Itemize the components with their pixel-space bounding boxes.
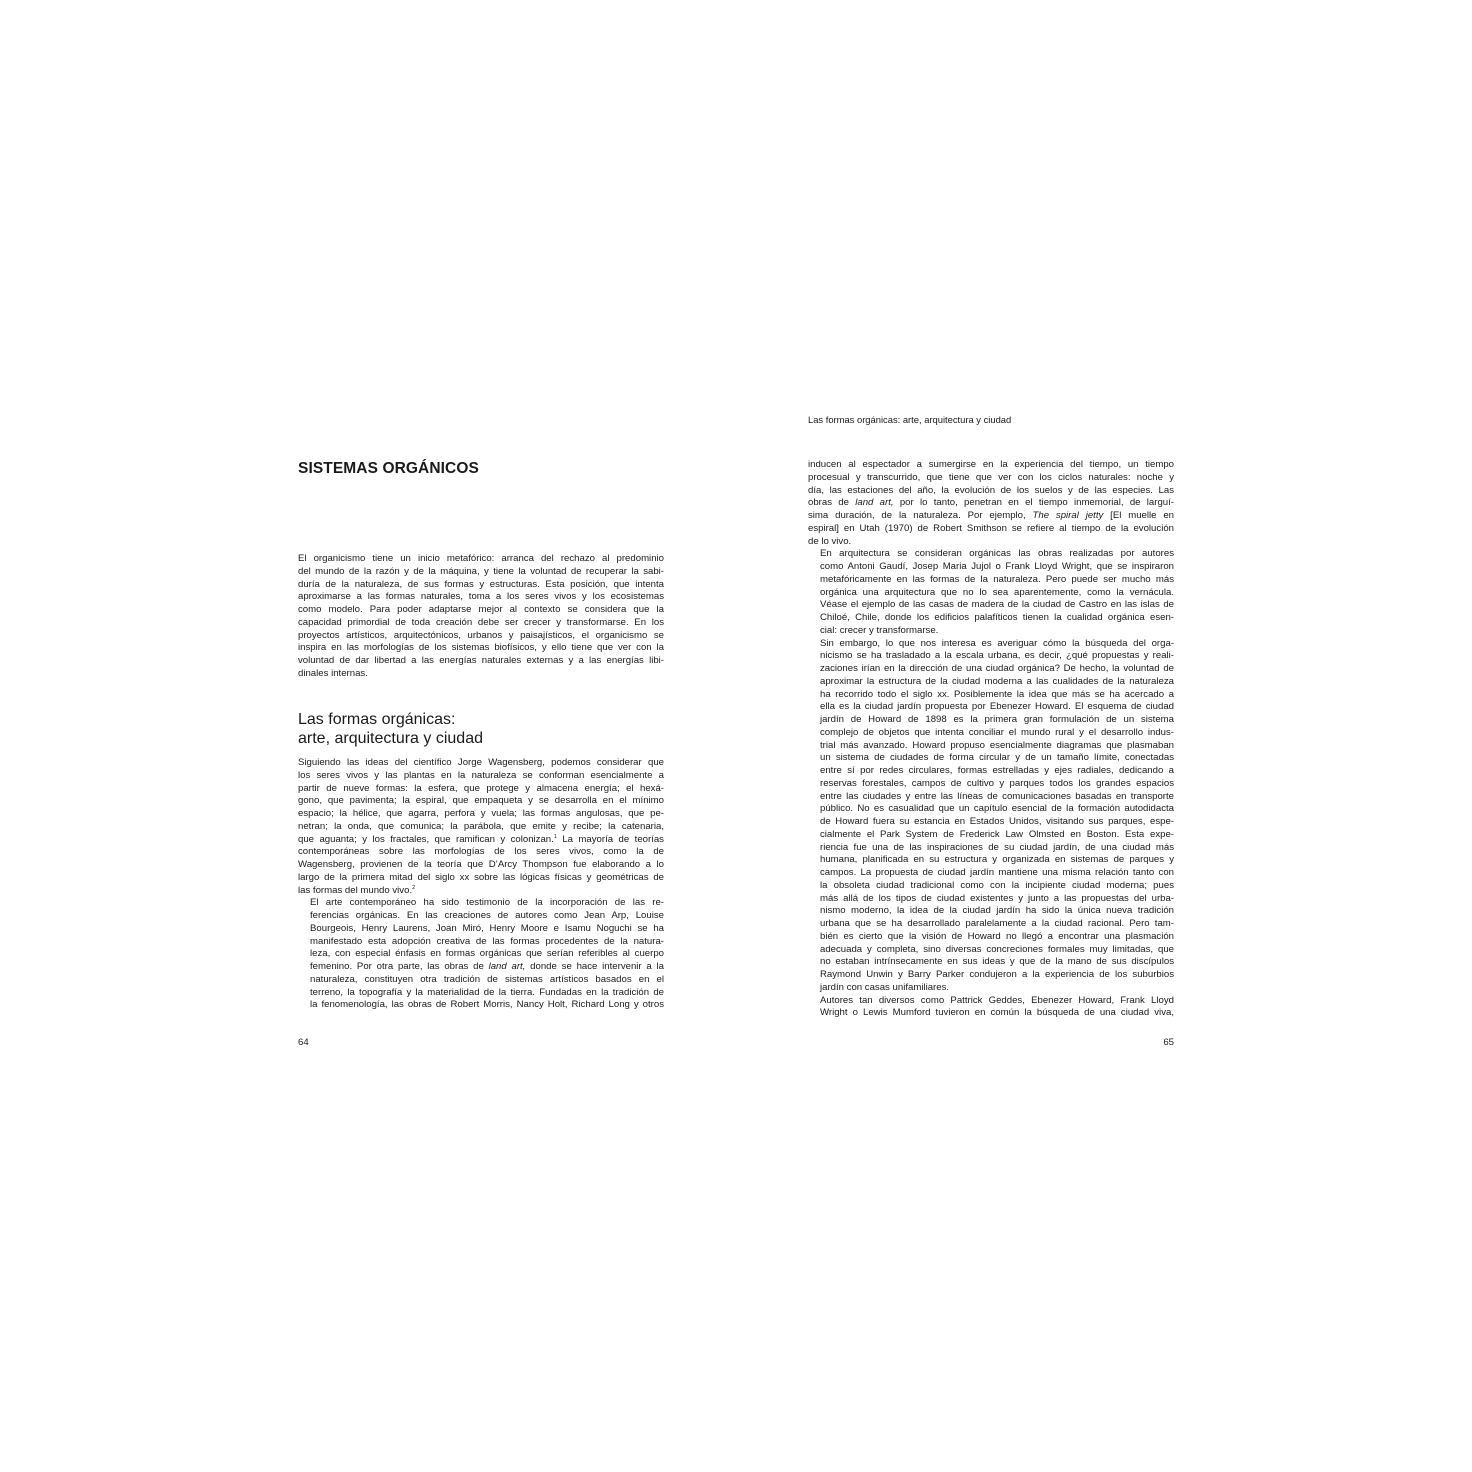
text-line: leza, con especial énfasis en formas orgánicas que serían referibles al cuerpo bbox=[310, 948, 664, 960]
page-number-left: 64 bbox=[298, 1037, 309, 1048]
paragraph bbox=[298, 757, 664, 897]
text-line: manifestado esta adopción creativa de las formas procedentes de la natura- bbox=[310, 935, 664, 947]
subsection-title bbox=[298, 711, 483, 748]
text-line: naturaleza, constituyen otra tradición de sistemas artísticos basados en el bbox=[310, 973, 664, 985]
text-line: duría de la naturaleza, de sus formas y estructuras. Esta posición, que intenta bbox=[298, 578, 664, 590]
text-line bbox=[298, 885, 664, 898]
text-line: Bourgeois, Henry Laurens, Joan Miró, Henry Moore e Isamu Noguchi se ha bbox=[310, 922, 664, 934]
text-line: inducen al espectador a sumergirse en la experiencia del tiempo, un tiempo bbox=[808, 459, 1174, 470]
text-line bbox=[298, 961, 664, 974]
text-line bbox=[808, 510, 1174, 523]
section-title: SISTEMAS ORGÁNICOS bbox=[298, 460, 479, 477]
italic-title: The spiral jetty bbox=[1032, 510, 1104, 521]
text-line: del mundo de la razón y de la máquina, y tiene la voluntad de recuperar la sabi- bbox=[298, 565, 664, 577]
text-line: ella es la ciudad jardín propuesta por Ebenezer Howard. El esquema de ciudad bbox=[820, 701, 1174, 713]
text-line: los seres vivos y las plantas en la naturaleza se conforman esencialmente a bbox=[298, 769, 664, 781]
text-line: aproximarse a las formas naturales, toma a los seres vivos y los ecosistemas bbox=[298, 591, 664, 603]
text-fragment: [El muelle en bbox=[1103, 510, 1174, 521]
text-line: de lo vivo. bbox=[808, 535, 852, 547]
text-line: partir de nueve formas: la esfera, que protege y almacena energía; el hexá- bbox=[298, 782, 664, 794]
text-line: capacidad primordial de toda creación debe ser crecer y transformarse. En los bbox=[298, 616, 664, 628]
text-line: netran; la onda, que comunica; la parábola, que emite y recibe; la catenaria, bbox=[298, 820, 664, 832]
text-line: voluntad de dar libertad a las energías naturales externas y a las energías libi- bbox=[298, 655, 664, 666]
text-line: largo de la primera mitad del siglo xx sobre las lógicas físicas y geométricas de bbox=[298, 871, 664, 883]
running-head: Las formas orgánicas: arte, arquitectura y ciudad bbox=[808, 414, 1012, 425]
text-line: día, las estaciones del año, la evolución de los suelos y de las especies. Las bbox=[808, 484, 1174, 496]
paragraph bbox=[808, 459, 1174, 548]
text-line: inspira en las morfologías de los sistemas biofísicos, y ello tiene que ver con la bbox=[298, 642, 664, 654]
text-line: bién es cierto que la visión de Howard no llegó a encontrar una plasmación bbox=[820, 930, 1174, 942]
right-body-text bbox=[808, 459, 1174, 1020]
text-line: humana, planificada en su estructura y organizada en sistemas de parques y bbox=[820, 854, 1174, 866]
text-line: nismo moderno, la idea de la ciudad jardín ha sido la única nueva tradición bbox=[820, 905, 1174, 917]
text-line: nicismo se ha trasladado a la escala urbana, es decir, ¿qué propuestas y reali- bbox=[820, 650, 1174, 662]
text-fragment: las formas del mundo vivo. bbox=[298, 884, 413, 896]
text-line: contemporáneas sobre las morfologías de los seres vivos, como la de bbox=[298, 846, 664, 858]
paragraph bbox=[808, 638, 1174, 995]
text-line: jardín con casas unifamiliares. bbox=[820, 981, 950, 993]
text-line: Siguiendo las ideas del científico Jorge Wagensberg, podemos considerar que bbox=[298, 757, 664, 768]
text-line: Sin embargo, lo que nos interesa es averiguar cómo la búsqueda del orga- bbox=[820, 637, 1174, 649]
italic-term: land art, bbox=[488, 961, 526, 972]
intro-text bbox=[298, 553, 664, 681]
italic-term: land art, bbox=[855, 497, 894, 509]
text-line: Raymond Unwin y Barry Parker condujeron a la experiencia de los suburbios bbox=[820, 969, 1174, 980]
text-line: zaciones irían en la dirección de una ciudad orgánica? De hecho, la voluntad de bbox=[820, 663, 1174, 674]
page-number-right: 65 bbox=[1163, 1037, 1174, 1048]
footnote-ref: 2 bbox=[412, 884, 416, 891]
text-line bbox=[298, 834, 664, 847]
text-line: de Howard fuera su estancia en Estados Unidos, visitando sus parques, espe- bbox=[820, 816, 1174, 827]
text-line: Chiloé, Chile, donde los edificios palafíticos tienen la cualidad orgánica esen- bbox=[820, 612, 1174, 623]
subsection-title-line: arte, arquitectura y ciudad bbox=[298, 729, 483, 747]
text-line: procesual y transcurrido, que tiene que ver con los ciclos naturales: noche y bbox=[808, 471, 1174, 483]
text-line: terreno, la topografía y la materialidad de la tierra. Fundadas en la tradición de bbox=[310, 986, 664, 998]
text-line: entre sí por redes circulares, formas estrelladas y ejes radiales, dedicando a bbox=[820, 765, 1174, 776]
text-line: público. No es casualidad que un capítulo esencial de la formación autodidacta bbox=[820, 803, 1174, 815]
text-line: El arte contemporáneo ha sido testimonio de la incorporación de las re- bbox=[310, 897, 664, 909]
text-line: campos. La propuesta de ciudad jardín mantiene una misma relación tanto con bbox=[820, 867, 1174, 878]
paragraph bbox=[298, 897, 664, 1012]
left-body-text bbox=[298, 757, 664, 1012]
text-fragment: La mayoría de teorías bbox=[556, 833, 664, 845]
text-line bbox=[808, 497, 1174, 510]
text-fragment: sima duración, de la naturaleza. Por ejemplo, bbox=[808, 510, 1033, 521]
text-line: Autores tan diversos como Pattrick Geddes, Ebenezer Howard, Frank Lloyd bbox=[820, 994, 1174, 1006]
footnote-ref: 1 bbox=[553, 833, 557, 840]
text-line: como modelo. Para poder adaptarse mejor al contexto se considera que la bbox=[298, 604, 664, 615]
intro-paragraph bbox=[298, 553, 664, 681]
text-line: El organicismo tiene un inicio metafórico: arranca del rechazo al predominio bbox=[298, 553, 664, 564]
text-line: proyectos artísticos, arquitectónicos, urbanos y paisajísticos, el organicismo se bbox=[298, 629, 664, 641]
text-line: gono, que pavimenta; la espiral, que empaqueta y se desarrolla en el mínimo bbox=[298, 795, 664, 807]
text-line: Wright o Lewis Mumford tuvieron en común la búsqueda de una ciudad viva, bbox=[820, 1007, 1174, 1019]
text-line: ferencias orgánicas. En las creaciones de autores como Jean Arp, Louise bbox=[310, 910, 664, 921]
text-line: ha recorrido todo el siglo xx. Posiblemente la idea que más se ha acercado a bbox=[820, 688, 1174, 700]
text-line: Wagensberg, provienen de la teoría que D’Arcy Thompson fue elaborando a lo bbox=[298, 859, 664, 870]
text-line: aproximar la estructura de la ciudad moderna a las cualidades de la naturaleza bbox=[820, 675, 1174, 687]
text-line: espiral] en Utah (1970) de Robert Smithson se refiere al tiempo de la evolución bbox=[808, 522, 1174, 534]
paragraph bbox=[808, 548, 1174, 637]
text-fragment: que aguanta; y los fractales, que ramifican y colonizan. bbox=[298, 833, 554, 845]
subsection-title-line: Las formas orgánicas: bbox=[298, 711, 456, 728]
text-line: espacio; la hélice, que agarra, perfora y vuela; las formas angulosas, que pe- bbox=[298, 808, 664, 819]
text-line: más allá de los tipos de ciudad existentes y junto a las propuestas del urba- bbox=[820, 892, 1174, 904]
text-line: cial: crecer y transformarse. bbox=[820, 624, 939, 636]
paragraph bbox=[808, 995, 1174, 1021]
text-fragment: femenino. Por otra parte, las obras de bbox=[310, 961, 489, 972]
text-fragment: donde se hace intervenir a la bbox=[525, 961, 665, 972]
text-fragment: por lo tanto, penetran en el tiempo inmemorial, de larguí- bbox=[893, 497, 1174, 509]
text-line: cialmente el Park System de Frederick Law Olmsted en Boston. Esta expe- bbox=[820, 828, 1174, 840]
text-line: la fenomenología, las obras de Robert Morris, Nancy Holt, Richard Long y otros bbox=[310, 999, 664, 1011]
text-line: la obsoleta ciudad tradicional como con la incipiente ciudad moderna; pues bbox=[820, 879, 1174, 891]
text-line: trial más avanzado. Howard propuso esencialmente diagramas que plasmaban bbox=[820, 739, 1174, 751]
text-line: jardín de Howard de 1898 es la primera gran formulación de un sistema bbox=[820, 714, 1174, 725]
text-line: como Antoni Gaudí, Josep Maria Jujol o Frank Lloyd Wright, que se inspiraron bbox=[820, 561, 1174, 572]
text-line: En arquitectura se consideran orgánicas las obras realizadas por autores bbox=[820, 548, 1174, 560]
text-line: un sistema de ciudades de forma circular y de un tamaño límite, conectadas bbox=[820, 752, 1174, 764]
text-line: urbana que se ha desarrollado paralelamente a la ciudad racional. Pero tam- bbox=[820, 918, 1174, 929]
text-line: metafóricamente en las formas de la naturaleza. Pero puede ser mucho más bbox=[820, 573, 1174, 585]
text-line: orgánica una arquitectura que no lo sea aparentemente, como la vernácula. bbox=[820, 586, 1174, 598]
text-line: Véase el ejemplo de las casas de madera de la ciudad de Castro en las islas de bbox=[820, 599, 1174, 611]
text-line: riencia fue una de las inspiraciones de su ciudad jardín, de una ciudad más bbox=[820, 841, 1174, 853]
text-line: entre las ciudades y entre las líneas de comunicaciones basadas en transporte bbox=[820, 790, 1174, 802]
text-line: no estaban intrínsecamente en sus ideas y que de la mano de sus discípulos bbox=[820, 956, 1174, 968]
text-line: adecuada y completa, sino diversas concreciones formales muy limitadas, que bbox=[820, 943, 1174, 955]
text-line: complejo de objetos que intenta conciliar el mundo rural y el desarrollo indus- bbox=[820, 726, 1174, 738]
text-fragment: obras de bbox=[808, 497, 856, 509]
text-line: reservas forestales, campos de cultivo y parques todos los grandes espacios bbox=[820, 777, 1174, 789]
text-line: dinales internas. bbox=[298, 667, 368, 679]
